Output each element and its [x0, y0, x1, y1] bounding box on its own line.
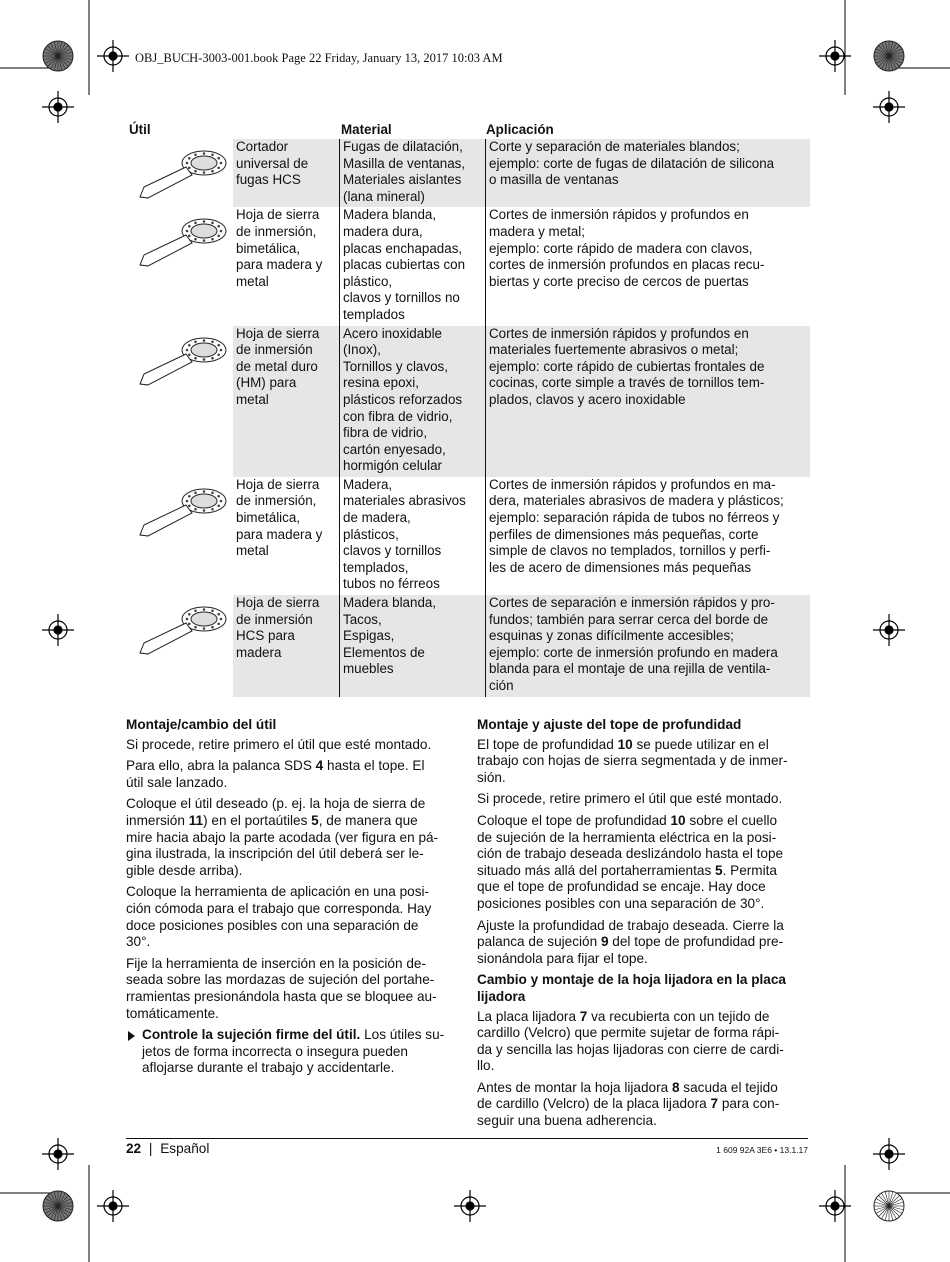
bullet-triangle-icon: [128, 1031, 135, 1041]
material-cell: [339, 139, 485, 207]
registration-crosshair-icon: [880, 98, 898, 116]
cell-line: metal: [236, 543, 269, 559]
tool-image-cell: [126, 595, 233, 697]
text-line: Coloque el tope de profundidad 10 sobre el cuello: [477, 812, 778, 828]
cell-line: madera dura,: [343, 223, 423, 239]
body-paragraph: [477, 1080, 811, 1130]
cell-line: metal: [236, 273, 269, 289]
warning-bullet: [126, 1027, 460, 1077]
cell-line: metal: [236, 391, 269, 407]
registration-crosshair-icon: [880, 621, 898, 639]
cell-line: Materiales aislantes: [343, 172, 462, 188]
footer-separator: |: [148, 1141, 153, 1156]
material-cell: [339, 477, 485, 595]
cell-line: Cortes de separación e inmersión rápidos y pro-: [489, 595, 775, 611]
cell-line: Hoja de sierra: [236, 595, 320, 611]
table-row: [126, 595, 808, 697]
table-row: [126, 326, 808, 477]
cell-line: clavos y tornillos: [343, 543, 442, 559]
text-line: Coloque la herramienta de aplicación en una posi-: [126, 884, 430, 900]
cell-line: dera, materiales abrasivos de madera y plásticos;: [489, 493, 784, 509]
cell-line: simple de clavos no templados, tornillos y perfi-: [489, 543, 771, 559]
text-line: Coloque el útil deseado (p. ej. la hoja de sierra de: [126, 796, 426, 812]
material-cell: [339, 595, 485, 697]
section-heading-sanding-pad: Cambio y montaje de la hoja lijadora en la placa lijadora: [477, 972, 786, 1004]
cell-line: de inmersión,: [236, 223, 317, 239]
registration-crosshair-icon: [826, 1197, 844, 1215]
text-line: inmersión 11) en el portaútiles 5, de manera que: [126, 812, 418, 828]
text-line: ción cómoda para el trabajo que corresponda. Hay: [126, 900, 432, 916]
cell-line: Hoja de sierra: [236, 207, 320, 223]
body-paragraph: [126, 737, 460, 754]
cell-line: ejemplo: corte rápido de madera con clavos,: [489, 240, 753, 256]
cell-line: Tacos,: [343, 611, 382, 627]
text-line: llo.: [477, 1058, 495, 1074]
text-line: trabajo con hojas de sierra segmentada y de inmer-: [477, 753, 788, 769]
text-line: jetos de forma incorrecta o insegura pueden: [142, 1043, 408, 1059]
tool-name-cell: [233, 326, 339, 477]
body-paragraph: [126, 758, 460, 791]
registration-crosshair-icon: [104, 47, 122, 65]
header-material: Material: [341, 122, 392, 137]
text-line: mire hacia abajo la parte acodada (ver figura en pá-: [126, 829, 439, 845]
cell-line: ejemplo: separación rápida de tubos no férreos y: [489, 510, 780, 526]
cell-line: Hoja de sierra: [236, 325, 320, 341]
body-paragraph: [126, 796, 460, 879]
cell-line: con fibra de vidrio,: [343, 408, 453, 424]
cell-line: perfiles de dimensiones más pequeñas, corte: [489, 526, 759, 542]
cell-line: de madera,: [343, 510, 411, 526]
saw-blade-illustration: [126, 143, 232, 203]
table-header: [126, 120, 808, 139]
body-paragraph: [477, 918, 811, 968]
cell-line: (Inox),: [343, 342, 381, 358]
saw-blade-illustration: [126, 599, 232, 659]
footer-code: 1 609 92A 3E6 • 13.1.17: [716, 1145, 808, 1155]
cell-line: blanda para el montaje de una rejilla de ventila-: [489, 661, 771, 677]
text-line: útil sale lanzado.: [126, 774, 228, 790]
text-line: La placa lijadora 7 va recubierta con un tejido de: [477, 1008, 770, 1024]
cell-line: les de acero de dimensiones más pequeñas: [489, 559, 752, 575]
text-line: Ajuste la profundidad de trabajo deseada. Cierre la: [477, 917, 784, 933]
cell-line: para madera y: [236, 257, 323, 273]
cell-line: plados, clavos y acero inoxidable: [489, 391, 686, 407]
cell-line: ción: [489, 678, 514, 693]
tool-name-cell: [233, 139, 339, 207]
cell-line: Cortes de inmersión rápidos y profundos en: [489, 207, 749, 223]
cell-line: (lana mineral): [343, 188, 425, 204]
header-application: Aplicación: [486, 122, 554, 137]
text-line: da y sencilla las hojas lijadoras con cierre de cardi-: [477, 1041, 784, 1057]
cell-line: Elementos de: [343, 644, 425, 660]
cell-line: Tornillos y clavos,: [343, 358, 448, 374]
cell-line: Cortador: [236, 139, 289, 154]
cell-line: bimetálica,: [236, 510, 301, 526]
text-line: de sujeción de la herramienta eléctrica en la posi-: [477, 829, 777, 845]
cell-line: fugas HCS: [236, 172, 301, 188]
cell-line: Corte y separación de materiales blandos;: [489, 139, 740, 154]
application-cell: [485, 326, 810, 477]
text-line: Para ello, abra la palanca SDS 4 hasta el tope. El: [126, 758, 425, 774]
saw-blade-illustration: [126, 211, 232, 271]
header-tool: Útil: [129, 122, 151, 137]
tool-image-cell: [126, 139, 233, 207]
table-row: [126, 207, 808, 325]
cell-line: Espigas,: [343, 628, 395, 644]
registration-crosshair-icon: [461, 1197, 479, 1215]
application-cell: [485, 207, 810, 325]
text-line: aflojarse durante el trabajo y accidentarle.: [142, 1060, 395, 1076]
text-line: palanca de sujeción 9 del tope de profundidad pre-: [477, 934, 784, 950]
cell-line: de inmersión: [236, 342, 313, 358]
saw-blade-illustration: [126, 481, 232, 541]
registration-crosshair-icon: [826, 47, 844, 65]
registration-crosshair-icon: [49, 1145, 67, 1163]
cell-line: Madera blanda,: [343, 207, 437, 223]
cell-line: universal de: [236, 155, 309, 171]
cell-line: Fugas de dilatación,: [343, 139, 463, 154]
cell-line: templados: [343, 306, 405, 322]
cell-line: Masilla de ventanas,: [343, 155, 466, 171]
footer-page-label: [126, 1141, 209, 1156]
cell-line: ejemplo: corte de inmersión profundo en madera: [489, 644, 778, 660]
text-line: tomáticamente.: [126, 1005, 219, 1021]
cell-line: placas enchapadas,: [343, 240, 463, 256]
text-line: situado más allá del portaherramientas 5. Permita: [477, 862, 777, 878]
book-header-line: OBJ_BUCH-3003-001.book Page 22 Friday, January 13, 2017 10:03 AM: [135, 51, 503, 65]
cell-line: fibra de vidrio,: [343, 425, 428, 441]
cell-line: bimetálica,: [236, 240, 301, 256]
cell-line: madera y metal;: [489, 223, 586, 239]
tool-name-cell: [233, 207, 339, 325]
cell-line: resina epoxi,: [343, 375, 419, 391]
table-row: [126, 477, 808, 595]
material-cell: [339, 207, 485, 325]
text-line: sión.: [477, 769, 506, 785]
cell-line: HCS para: [236, 628, 295, 644]
cell-line: biertas y corte preciso de cercos de puertas: [489, 273, 749, 289]
body-paragraph: [477, 813, 811, 913]
cell-line: de inmersión: [236, 611, 313, 627]
cell-line: (HM) para: [236, 375, 297, 391]
cell-line: hormigón celular: [343, 458, 442, 474]
text-line: Si procede, retire primero el útil que esté montado.: [477, 791, 783, 807]
tool-table: [126, 120, 808, 697]
cell-line: cocinas, corte simple a través de tornillos tem-: [489, 375, 765, 391]
application-cell: [485, 477, 810, 595]
text-line: gina ilustrada, la inscripción del útil deberá ser le-: [126, 846, 424, 862]
text-line: rramientas presionándola hasta que se bloquee au-: [126, 988, 437, 1004]
cell-line: Hoja de sierra: [236, 476, 320, 492]
section-heading-depth-stop: Montaje y ajuste del tope de profundidad: [477, 717, 742, 732]
tool-name-cell: [233, 595, 339, 697]
tool-name-cell: [233, 477, 339, 595]
material-cell: [339, 326, 485, 477]
text-line: de cardillo (Velcro) de la placa lijadora 7 para con-: [477, 1096, 780, 1112]
tool-image-cell: [126, 477, 233, 595]
saw-blade-illustration: [126, 330, 232, 390]
cell-line: placas cubiertas con: [343, 257, 466, 273]
registration-crosshair-icon: [49, 98, 67, 116]
cell-line: tubos no férreos: [343, 576, 440, 592]
cell-line: ejemplo: corte de fugas de dilatación de silicona: [489, 155, 775, 171]
text-line: Controle la sujeción firme del útil. Los útiles su-: [142, 1027, 445, 1043]
cell-line: clavos y tornillos no: [343, 290, 460, 306]
text-line: gible desde arriba).: [126, 862, 243, 878]
text-line: Fije la herramienta de inserción en la posición de-: [126, 955, 426, 971]
text-line: Antes de montar la hoja lijadora 8 sacuda el tejido: [477, 1079, 778, 1095]
text-line: doce posiciones posibles con una separación de: [126, 917, 419, 933]
cell-line: materiales fuertemente abrasivos o metal;: [489, 342, 739, 358]
registration-crosshair-icon: [49, 621, 67, 639]
cell-line: madera: [236, 644, 282, 660]
cell-line: plásticos,: [343, 526, 399, 542]
application-cell: [485, 595, 810, 697]
section-heading-mounting: Montaje/cambio del útil: [126, 717, 277, 732]
body-paragraph: [477, 791, 811, 808]
page-number: 22: [126, 1141, 142, 1156]
body-paragraph: [126, 884, 460, 950]
cell-line: esquinas y zonas difícilmente accesibles;: [489, 628, 734, 644]
text-line: cardillo (Velcro) que permite sujetar de forma rápi-: [477, 1025, 780, 1041]
cell-line: plástico,: [343, 273, 393, 289]
cell-line: Madera,: [343, 476, 393, 492]
footer-language: Español: [160, 1141, 210, 1156]
cell-line: Cortes de inmersión rápidos y profundos en: [489, 325, 749, 341]
registration-crosshair-icon: [104, 1197, 122, 1215]
body-paragraph: [126, 956, 460, 1022]
cell-line: de metal duro: [236, 358, 318, 374]
text-line: ción de trabajo deseada deslizándolo hasta el tope: [477, 846, 784, 862]
left-column: [126, 717, 460, 1077]
cell-line: Acero inoxidable: [343, 325, 443, 341]
cell-line: muebles: [343, 661, 394, 677]
cell-line: de inmersión,: [236, 493, 317, 509]
body-paragraph: [477, 737, 811, 787]
text-line: sionándola para fijar el tope.: [477, 950, 648, 966]
text-line: seada sobre las mordazas de sujeción del portahe-: [126, 972, 435, 988]
text-line: El tope de profundidad 10 se puede utilizar en el: [477, 736, 769, 752]
cell-line: materiales abrasivos: [343, 493, 466, 509]
cell-line: Madera blanda,: [343, 595, 437, 611]
cell-line: plásticos reforzados: [343, 391, 463, 407]
footer-rule: [126, 1138, 808, 1139]
cell-line: templados,: [343, 559, 409, 575]
cell-line: cortes de inmersión profundos en placas recu-: [489, 257, 765, 273]
tool-image-cell: [126, 326, 233, 477]
application-cell: [485, 139, 810, 207]
cell-line: para madera y: [236, 526, 323, 542]
text-line: posiciones posibles con una separación de 30°.: [477, 895, 765, 911]
cell-line: cartón enyesado,: [343, 441, 446, 457]
cell-line: o masilla de ventanas: [489, 172, 619, 188]
cell-line: Cortes de inmersión rápidos y profundos en ma-: [489, 476, 776, 492]
text-line: Si procede, retire primero el útil que esté montado.: [126, 736, 432, 752]
table-row: [126, 139, 808, 207]
cell-line: fundos; también para serrar cerca del borde de: [489, 611, 769, 627]
text-line: seguir una buena adherencia.: [477, 1113, 657, 1129]
tool-image-cell: [126, 207, 233, 325]
cell-line: ejemplo: corte rápido de cubiertas frontales de: [489, 358, 765, 374]
body-paragraph: [477, 1009, 811, 1075]
text-line: que el tope de profundidad se encaje. Hay doce: [477, 879, 766, 895]
text-line: 30°.: [126, 934, 151, 950]
registration-crosshair-icon: [880, 1145, 898, 1163]
right-column: [477, 717, 811, 1135]
